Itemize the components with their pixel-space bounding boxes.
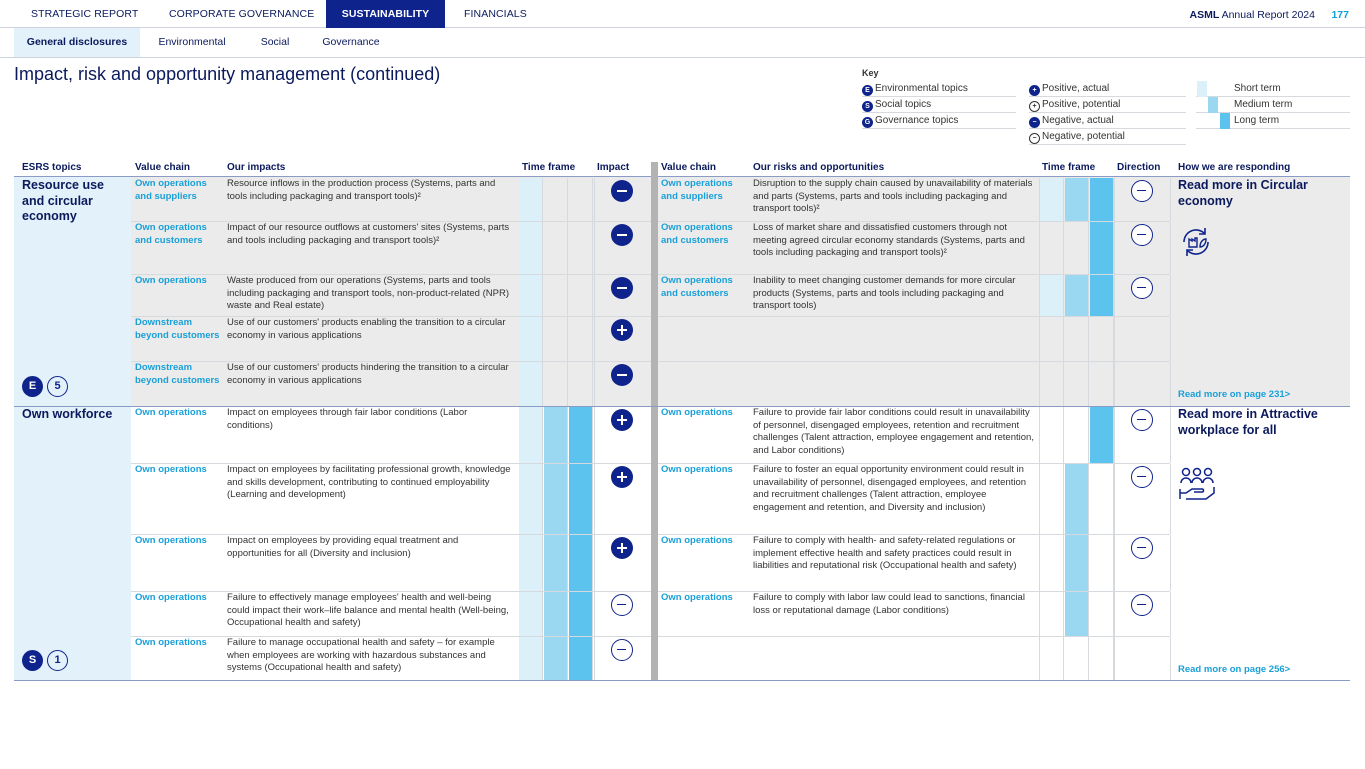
- topic-resource-use: Resource use and circular economy: [22, 178, 104, 223]
- time-frame-cell: [1040, 637, 1064, 680]
- time-frame-cell: [544, 637, 568, 680]
- impact-text: Resource inflows in the production process (Systems, parts and tools including packaging and transport tools)²: [227, 178, 496, 202]
- time-frame-cell: [544, 317, 568, 361]
- short-term-swatch: [1197, 81, 1207, 97]
- key-long-term: [1196, 113, 1350, 129]
- risk-text: Loss of market share and dissatisfied customers through not meeting agreed circular economy standards (Systems, parts and tools including packaging and transport tools)²: [753, 222, 1025, 258]
- value-chain-cell: Downstream beyond customers: [135, 362, 220, 386]
- time-frame-cell: [519, 362, 543, 406]
- time-frame-cell: [544, 362, 568, 406]
- negative-direction-icon: [1131, 537, 1153, 559]
- read-more-page-231[interactable]: Read more on page 231>: [1178, 389, 1291, 400]
- time-frame-cell: [569, 317, 593, 361]
- report-brand: [1190, 9, 1316, 21]
- environmental-badge-icon: E: [22, 376, 43, 397]
- tab-governance[interactable]: Governance: [322, 36, 380, 48]
- time-frame-cell: [1040, 178, 1064, 221]
- tab-social[interactable]: Social: [260, 36, 290, 48]
- impact-text: Failure to manage occupational health and safety – for example when employees are working with hazardous substances and systems (Occupational health and safety): [227, 637, 495, 673]
- positive-actual-icon: [611, 537, 633, 559]
- risk-text: Failure to provide fair labor conditions could result in unavailability of personnel, disengaged employees, retention and recruitment challenges (Talent attraction, employee engagement and retention, and Labor conditions): [753, 407, 1034, 456]
- page-title: Impact, risk and opportunity management (continued): [14, 64, 441, 84]
- time-frame-cell: [1090, 362, 1114, 406]
- negative-direction-icon: [1131, 409, 1153, 431]
- nav-financials[interactable]: FINANCIALS: [464, 8, 527, 20]
- column-line: [1114, 592, 1115, 636]
- key-short-term: [1196, 81, 1350, 97]
- impact-text: Use of our customers' products enabling the transition to a circular economy in various applications: [227, 317, 506, 341]
- key-negative-potential: [1029, 129, 1186, 145]
- column-line: [594, 362, 595, 406]
- column-line: [1039, 464, 1040, 534]
- value-chain-cell: Own operations and customers: [135, 222, 207, 246]
- time-frame-cell: [1090, 592, 1114, 636]
- negative-potential-icon: [611, 594, 633, 616]
- time-frame-cell: [544, 535, 568, 591]
- time-frame-cell: [519, 317, 543, 361]
- time-frame-cell: [544, 464, 568, 534]
- negative-direction-icon: [1131, 224, 1153, 246]
- column-line: [1114, 535, 1115, 591]
- header-value-chain-2: Value chain: [661, 162, 717, 173]
- time-frame-cell: [569, 535, 593, 591]
- time-frame-cell: [1065, 317, 1089, 361]
- impact-text: Use of our customers' products hindering the transition to a circular economy in various applications: [227, 362, 509, 386]
- negative-actual-icon: [611, 180, 633, 202]
- page-number: 177: [1331, 9, 1349, 21]
- value-chain-cell: Own operations: [135, 535, 207, 546]
- time-frame-cell: [1040, 317, 1064, 361]
- time-frame-cell: [1065, 222, 1089, 274]
- column-line: [1114, 362, 1115, 406]
- time-frame-cell: [1090, 535, 1114, 591]
- key-positive-potential: [1029, 97, 1186, 113]
- negative-actual-icon: [611, 224, 633, 246]
- column-line: [1170, 535, 1171, 591]
- group-separator: [14, 406, 1350, 407]
- minus-filled-icon: −: [1029, 117, 1040, 128]
- column-line: [1170, 222, 1171, 274]
- negative-actual-icon: [611, 364, 633, 386]
- column-line: [1170, 275, 1171, 316]
- positive-actual-icon: [611, 466, 633, 488]
- key-social: [862, 97, 1016, 113]
- value-chain-cell: Own operations: [661, 464, 733, 475]
- response-attractive-workplace[interactable]: Read more in Attractive workplace for all: [1178, 407, 1318, 437]
- time-frame-cell: [519, 222, 543, 274]
- time-frame-cell: [1040, 535, 1064, 591]
- time-frame-cell: [544, 592, 568, 636]
- impact-text: Failure to effectively manage employees' health and well-being could impact their work–life balance and mental health (Well-being, Occupational health and safety): [227, 592, 509, 628]
- header-esrs-topics: ESRS topics: [22, 162, 82, 173]
- value-chain-cell: Own operations: [661, 592, 733, 603]
- time-frame-cell: [569, 222, 593, 274]
- table-bottom-rule: [14, 680, 1350, 681]
- long-term-swatch: [1220, 113, 1230, 129]
- time-frame-cell: [519, 407, 543, 463]
- impact-text: Impact on employees by facilitating professional growth, knowledge and skills development, contributing to continued employability (Learning and development): [227, 464, 511, 500]
- key-medium-term: [1196, 97, 1350, 113]
- key-positive-potential-label: Positive, potential: [1042, 99, 1121, 110]
- topic-bg-workforce: [14, 407, 131, 680]
- risk-text: Failure to comply with labor law could lead to sanctions, financial loss or reputational damage (Labor conditions): [753, 592, 1025, 616]
- time-frame-cell: [1090, 317, 1114, 361]
- key-long-term-label: Long term: [1234, 115, 1280, 126]
- column-line: [1170, 317, 1171, 361]
- time-frame-cell: [1090, 464, 1114, 534]
- time-frame-cell: [1065, 362, 1089, 406]
- column-line: [1114, 222, 1115, 274]
- risk-text: Failure to foster an equal opportunity environment could result in unavailability of personnel, disengaged employees, and retention and recruitment challenges (Talent attraction, employee engagement and retention, and Diversity and inclusion): [753, 464, 1027, 513]
- column-line: [1170, 178, 1171, 221]
- impact-text: Impact on employees through fair labor conditions (Labor conditions): [227, 407, 468, 431]
- value-chain-cell: Own operations and customers: [661, 275, 733, 299]
- time-frame-cell: [1065, 275, 1089, 316]
- key-governance: [862, 113, 1016, 129]
- time-frame-cell: [1090, 178, 1114, 221]
- brand-name: ASML: [1189, 9, 1220, 21]
- column-line: [1114, 275, 1115, 316]
- column-line: [594, 407, 595, 463]
- time-frame-cell: [569, 407, 593, 463]
- time-frame-cell: [1040, 464, 1064, 534]
- time-frame-cell: [1090, 637, 1114, 680]
- time-frame-cell: [1090, 222, 1114, 274]
- column-line: [1114, 464, 1115, 534]
- column-line: [594, 275, 595, 316]
- time-frame-cell: [1065, 407, 1089, 463]
- value-chain-cell: Own operations: [661, 535, 733, 546]
- value-chain-cell: Own operations: [135, 275, 207, 286]
- time-frame-cell: [1040, 407, 1064, 463]
- risk-text: Inability to meet changing customer demands for more circular products (Systems, parts and tools including packaging and transport tools): [753, 275, 1016, 311]
- header-time-frame: Time frame: [522, 162, 576, 173]
- positive-actual-icon: [611, 409, 633, 431]
- impact-text: Impact on employees by providing equal treatment and opportunities for all (Diversity and inclusion): [227, 535, 459, 559]
- column-line: [1039, 275, 1040, 316]
- time-frame-cell: [1065, 178, 1089, 221]
- column-line: [1114, 637, 1115, 680]
- time-frame-cell: [569, 592, 593, 636]
- column-line: [1039, 637, 1040, 680]
- read-more-page-256[interactable]: Read more on page 256>: [1178, 664, 1291, 675]
- key-negative-potential-label: Negative, potential: [1042, 131, 1125, 142]
- column-line: [1039, 592, 1040, 636]
- nav-strategic-report[interactable]: STRATEGIC REPORT: [31, 8, 139, 20]
- column-line: [1170, 637, 1171, 680]
- s-badge-icon: S: [862, 101, 873, 112]
- column-line: [594, 637, 595, 680]
- negative-actual-icon: [611, 277, 633, 299]
- value-chain-cell: Own operations and suppliers: [135, 178, 207, 202]
- time-frame-cell: [519, 637, 543, 680]
- g-badge-icon: G: [862, 117, 873, 128]
- key-governance-label: Governance topics: [875, 115, 959, 126]
- circular-economy-icon: [1178, 224, 1214, 260]
- topic-number-badge: 5: [47, 376, 68, 397]
- brand-report: Annual Report 2024: [1219, 9, 1315, 21]
- column-line: [1039, 317, 1040, 361]
- sub-navigation: [0, 28, 1365, 58]
- column-line: [1114, 407, 1115, 463]
- topic-own-workforce: Own workforce: [22, 407, 113, 421]
- time-frame-cell: [1090, 407, 1114, 463]
- key-positive-actual-label: Positive, actual: [1042, 83, 1110, 94]
- e-badge-icon: E: [862, 85, 873, 96]
- topic-number-badge: 1: [47, 650, 68, 671]
- value-chain-cell: Own operations and customers: [661, 222, 733, 246]
- time-frame-cell: [569, 178, 593, 221]
- header-direction: Direction: [1117, 162, 1161, 173]
- time-frame-cell: [544, 407, 568, 463]
- plus-filled-icon: +: [1029, 85, 1040, 96]
- value-chain-cell: Own operations: [135, 464, 207, 475]
- time-frame-cell: [1065, 637, 1089, 680]
- key-environmental: [862, 81, 1016, 97]
- tab-general-disclosures[interactable]: General disclosures: [14, 28, 140, 57]
- time-frame-cell: [544, 178, 568, 221]
- column-line: [594, 317, 595, 361]
- header-value-chain: Value chain: [135, 162, 191, 173]
- value-chain-cell: Own operations: [135, 592, 207, 603]
- header-time-frame-2: Time frame: [1042, 162, 1096, 173]
- plus-outline-icon: +: [1029, 101, 1040, 112]
- time-frame-cell: [569, 362, 593, 406]
- time-frame-cell: [519, 275, 543, 316]
- time-frame-cell: [1065, 535, 1089, 591]
- nav-sustainability[interactable]: SUSTAINABILITY: [326, 0, 445, 28]
- time-frame-cell: [569, 637, 593, 680]
- value-chain-cell: Own operations: [135, 637, 207, 648]
- column-line: [1039, 222, 1040, 274]
- column-line: [594, 592, 595, 636]
- time-frame-cell: [569, 275, 593, 316]
- negative-direction-icon: [1131, 180, 1153, 202]
- key-social-label: Social topics: [875, 99, 932, 110]
- key-medium-term-label: Medium term: [1234, 99, 1293, 110]
- impact-text: Waste produced from our operations (Systems, parts and tools including packaging and transport tools, non-product-related (NPR) waste and Real estate): [227, 275, 509, 311]
- table-divider: [651, 162, 658, 681]
- workforce-people-icon: [1178, 466, 1216, 502]
- column-line: [594, 535, 595, 591]
- column-line: [1039, 407, 1040, 463]
- time-frame-cell: [1040, 592, 1064, 636]
- time-frame-cell: [569, 464, 593, 534]
- column-line: [1039, 178, 1040, 221]
- value-chain-cell: Downstream beyond customers: [135, 317, 220, 341]
- value-chain-cell: Own operations: [661, 407, 733, 418]
- header-how-responding: How we are responding: [1178, 162, 1291, 173]
- time-frame-cell: [1065, 464, 1089, 534]
- time-frame-cell: [544, 222, 568, 274]
- key-positive-actual: [1029, 81, 1186, 97]
- time-frame-cell: [1090, 275, 1114, 316]
- key-environmental-label: Environmental topics: [875, 83, 968, 94]
- time-frame-cell: [1065, 592, 1089, 636]
- column-line: [1170, 592, 1171, 636]
- column-line: [1114, 178, 1115, 221]
- minus-outline-icon: −: [1029, 133, 1040, 144]
- column-line: [594, 178, 595, 221]
- header-our-impacts: Our impacts: [227, 162, 286, 173]
- header-impact: Impact: [597, 162, 630, 173]
- response-circular-economy[interactable]: Read more in Circular economy: [1178, 178, 1308, 208]
- time-frame-cell: [519, 592, 543, 636]
- column-line: [1039, 362, 1040, 406]
- column-line: [1170, 407, 1171, 463]
- tab-environmental[interactable]: Environmental: [158, 36, 226, 48]
- column-line: [594, 464, 595, 534]
- value-chain-cell: Own operations: [135, 407, 207, 418]
- risk-text: Disruption to the supply chain caused by unavailability of materials and parts (Systems, parts and tools including packaging and transport tools)²: [753, 178, 1033, 214]
- column-line: [1039, 535, 1040, 591]
- key-negative-actual: [1029, 113, 1186, 129]
- header-risks: Our risks and opportunities: [753, 162, 885, 173]
- negative-direction-icon: [1131, 594, 1153, 616]
- key-short-term-label: Short term: [1234, 83, 1281, 94]
- column-line: [1170, 464, 1171, 534]
- social-badge-icon: S: [22, 650, 43, 671]
- column-line: [594, 222, 595, 274]
- negative-direction-icon: [1131, 277, 1153, 299]
- negative-potential-icon: [611, 639, 633, 661]
- column-line: [1170, 362, 1171, 406]
- medium-term-swatch: [1208, 97, 1218, 113]
- time-frame-cell: [1040, 275, 1064, 316]
- risk-text: Failure to comply with health- and safety-related regulations or implement effective health and safety practices could result in liabilities and reputational risk (Occupational health and safety): [753, 535, 1017, 571]
- time-frame-cell: [519, 464, 543, 534]
- time-frame-cell: [519, 535, 543, 591]
- time-frame-cell: [1040, 362, 1064, 406]
- key-negative-actual-label: Negative, actual: [1042, 115, 1114, 126]
- column-line: [1114, 317, 1115, 361]
- nav-corporate-governance[interactable]: CORPORATE GOVERNANCE: [169, 8, 315, 20]
- time-frame-cell: [519, 178, 543, 221]
- time-frame-cell: [1040, 222, 1064, 274]
- impact-text: Impact of our resource outflows at customers' sites (Systems, parts and tools including packaging and transport tools)²: [227, 222, 510, 246]
- positive-actual-icon: [611, 319, 633, 341]
- top-navigation: [0, 0, 1365, 28]
- time-frame-cell: [544, 275, 568, 316]
- value-chain-cell: Own operations and suppliers: [661, 178, 733, 202]
- key-label: Key: [862, 68, 879, 78]
- negative-direction-icon: [1131, 466, 1153, 488]
